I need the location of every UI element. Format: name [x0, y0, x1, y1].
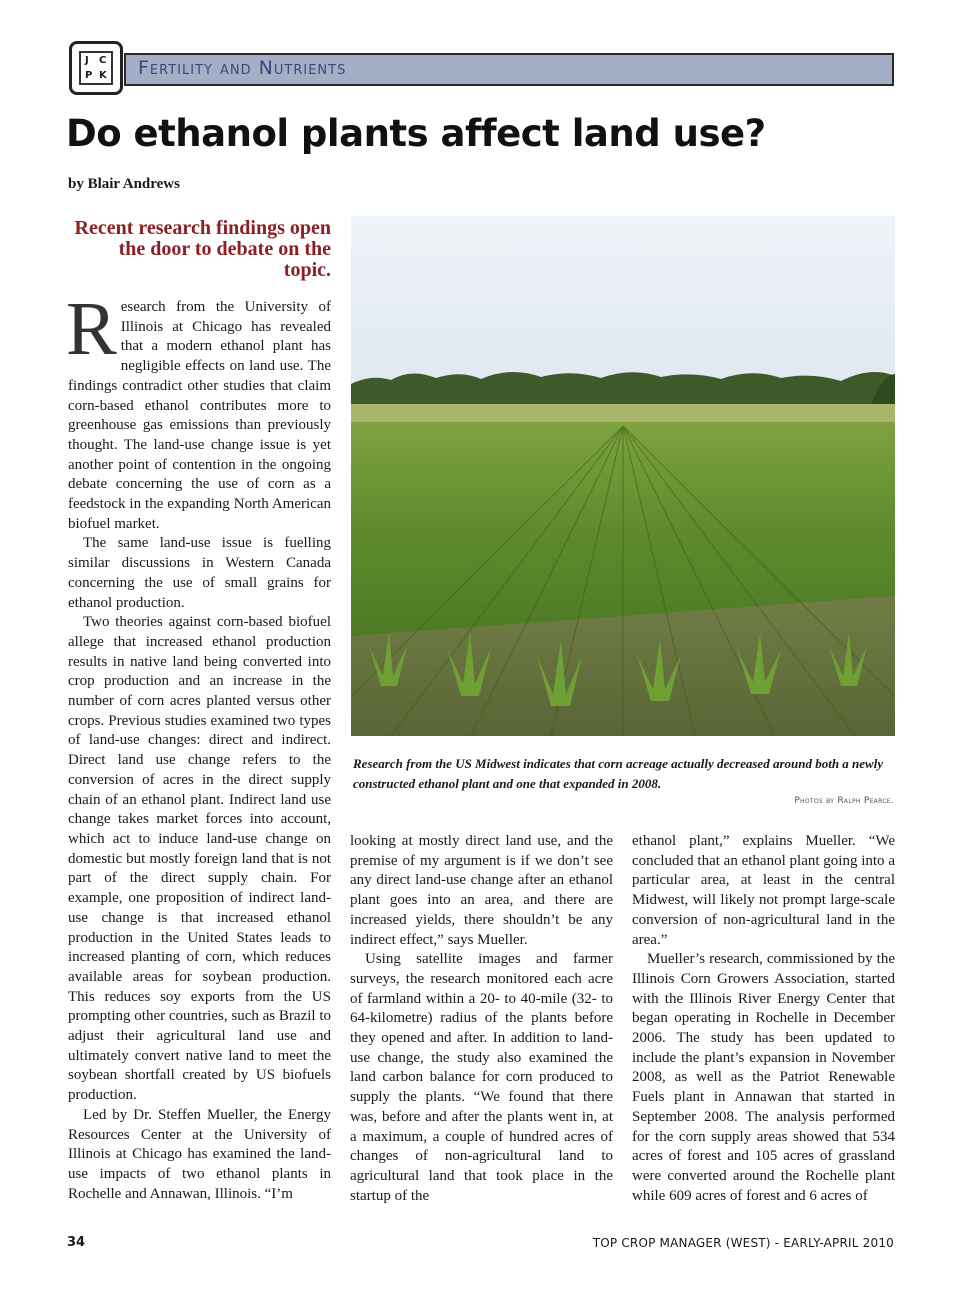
article-byline: by Blair Andrews	[68, 176, 180, 192]
photo-credit: Photos by Ralph Pearce.	[794, 796, 894, 806]
section-header-band	[124, 53, 894, 86]
section-title: Fertility and Nutrients	[138, 57, 347, 79]
paragraph: ethanol plant,” explains Mueller. “We concluded that an ethanol plant going into a particular area, at least in the central Midwest, will likely not prompt large-scale conversion of non-agricultural land in the area.”	[632, 833, 895, 948]
paragraph: Two theories against corn-based biofuel allege that increased ethanol production results in native land being converted into crop production and an increase in the number of corn acres planted versus other crops. Previous studies examined two types of land-use changes: direct and indirect. Direct land use change refers to the conversion of acres in the direct supply chain of an ethanol plant. Indirect land use change takes market forces into account, which act to induce land-use change on domestic but mostly foreign land that is not part of the direct supply chain. For example, one proposition of indirect land-use change is that increased ethanol production in the United States leads to increased planting of corn, which reduces available areas for soybean production. This reduces soy exports from the US prompting other countries, such as Brazil to adjust their agricultural land use and ultimately convert native land to meet the soybean shortfall created by US biofuels production.	[68, 614, 331, 1104]
paragraph: The same land-use issue is fuelling similar discussions in Western Canada concerning the use of small grains for ethanol production.	[68, 535, 331, 611]
article-column-3	[632, 832, 895, 1206]
paragraph	[66, 287, 331, 534]
paragraph: Mueller’s research, commissioned by the Illinois Corn Growers Association, started with the Illinois River Energy Center that began operating in Rochelle in December 2006. The study has been updated to include the plant’s expansion in November 2008, as well as the Patriot Renewable Fuels plant in Annawan that started in September 2008. The analysis performed for the corn supply areas showed that 534 acres of forest and 105 acres of grassland were converted around the Rochelle plant while 609 acres of forest and 6 acres of	[632, 951, 895, 1204]
logo-monogram	[79, 51, 113, 85]
paragraph: Using satellite images and farmer surveys, the research monitored each acre of farmland within a 20- to 40-mile (32- to 64-kilometre) radius of the plants before they opened and after. In addition to land-use change, the study also examined the land carbon balance for corn produced to supply the plants. “We found that there was, before and after the plants went in, at a maximum, a couple of hundred acres of changes of non-agricultural land to agricultural land that took place in the startup of the	[350, 951, 613, 1204]
article-headline: Do ethanol plants affect land use?	[66, 112, 766, 155]
drop-cap: R	[66, 287, 117, 371]
logo-letter: P	[85, 70, 93, 81]
article-column-2	[350, 832, 613, 1206]
photo-caption: Research from the US Midwest indicates that corn acreage actually decreased around both a newly constructed ethanol plant and one that expanded in 2008.	[353, 756, 884, 791]
publication-footer: TOP CROP MANAGER (WEST) - EARLY-APRIL 2010	[592, 1236, 894, 1250]
logo-letter: K	[99, 70, 107, 81]
page-number: 34	[67, 1235, 86, 1250]
logo-letter: J	[85, 55, 89, 66]
logo-letter: C	[99, 55, 107, 66]
corn-field-photo	[351, 216, 895, 736]
paragraph-text: esearch from the University of Illinois at Chicago has revealed that a modern ethanol plant has negligible effects on land use. The findings contradict other studies that claim corn-based ethanol contributes more to greenhouse gas emissions than previously thought. The land-use change issue is yet another point of contention in the ongoing debate concerning the use of corn as a feedstock in the expanding North American biofuel market.	[68, 299, 331, 532]
article-deck: Recent research findings open the door to debate on the topic.	[74, 217, 331, 281]
publication-logo	[69, 41, 123, 95]
paragraph: Led by Dr. Steffen Mueller, the Energy Resources Center at the University of Illinois at Chicago has examined the land-use impacts of two ethanol plants in Rochelle and Annawan, Illinois. “I’m	[68, 1106, 331, 1202]
paragraph: looking at mostly direct land use, and the premise of my argument is if we don’t see any direct land-use change after an ethanol plant goes into an area, and there are increased yields, there shouldn’t be any indirect effect,” says Mueller.	[350, 833, 613, 948]
article-column-1	[66, 287, 331, 1204]
